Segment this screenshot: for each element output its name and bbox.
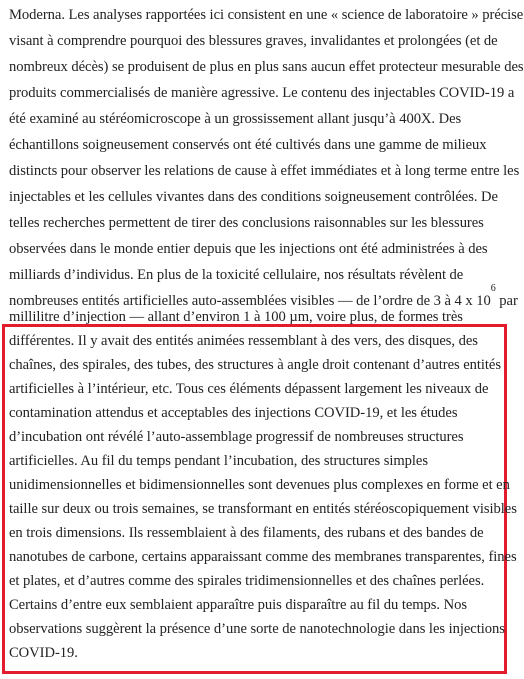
highlighted-line: observations suggèrent la présence d’une sorte de nanotechnologie dans les injections [9,621,505,637]
paragraph-line: telles recherches permettent de tirer des conclusions raisonnables sur les blessures [9,215,484,231]
highlighted-line: taille sur deux ou trois semaines, se transformant en entités stéréoscopiquement visibles [9,501,517,517]
highlighted-line: unidimensionnelles et bidimensionnelles sont devenues plus complexes en forme et en [9,477,510,493]
line-text: par [495,293,518,309]
highlighted-line: nanotubes de carbone, certains apparaissant comme des membranes transparentes, fines [9,549,517,565]
highlighted-line: artificielles. Au fil du temps pendant l’incubation, des structures simples [9,453,428,469]
highlighted-line: contamination attendus et acceptables des injections COVID-19, et les études [9,405,458,421]
highlighted-line: d’incubation ont révélé l’auto-assemblage progressif de nombreuses structures [9,429,464,445]
line-text: nombreuses entités artificielles auto-assemblées visibles — de l’ordre de 3 à 4 x 10 [9,293,491,309]
paragraph-line: millilitre d’injection — allant d’environ 1 à 100 µm, voire plus, de formes très [9,309,463,325]
paragraph-line: échantillons soigneusement conservés ont été cultivés dans une gamme de milieux [9,137,487,153]
paragraph-line: produits commercialisés de manière agressive. Le contenu des injectables COVID-19 a [9,85,515,101]
highlighted-line: chaînes, des spirales, des tubes, des structures à angle droit contenant d’autres entités [9,357,501,373]
paragraph-line: milliards d’individus. En plus de la toxicité cellulaire, nos résultats révèlent de [9,267,464,283]
highlighted-line: et plates, et d’autres comme des spirales tridimensionnelles et des chaînes perlées. [9,573,485,589]
paragraph-line: distincts pour observer les relations de cause à effet immédiates et à long terme entre les [9,163,520,179]
paragraph-line: été examiné au stéréomicroscope à un grossissement allant jusqu’à 400X. Des [9,111,462,127]
highlighted-line: Certains d’entre eux semblaient apparaître puis disparaître au fil du temps. Nos [9,597,467,613]
paragraph-line: injectables et les cellules vivantes dans des conditions soigneusement contrôlées. De [9,189,498,205]
highlighted-line: différentes. Il y avait des entités animées ressemblant à des vers, des disques, des [9,333,478,349]
paragraph-line: observées dans le monde entier depuis que les injections ont été administrées à des [9,241,488,257]
paragraph-line: nombreux décès) se produisent de plus en plus sans aucun effet protecteur mesurable des [9,59,524,75]
paragraph-line: visant à comprendre pourquoi des blessures graves, invalidantes et prolongées (et de [9,33,498,49]
highlighted-line: en trois dimensions. Ils ressemblaient à des filaments, des rubans et des bandes de [9,525,484,541]
highlighted-line: COVID-19. [9,645,78,661]
paragraph-line: Moderna. Les analyses rapportées ici consistent en une « science de laboratoire » précise [9,7,524,23]
exponent: 6 [490,283,496,294]
highlighted-line: artificielles à l’intérieur, etc. Tous ces éléments dépassent largement les niveaux de [9,381,489,397]
